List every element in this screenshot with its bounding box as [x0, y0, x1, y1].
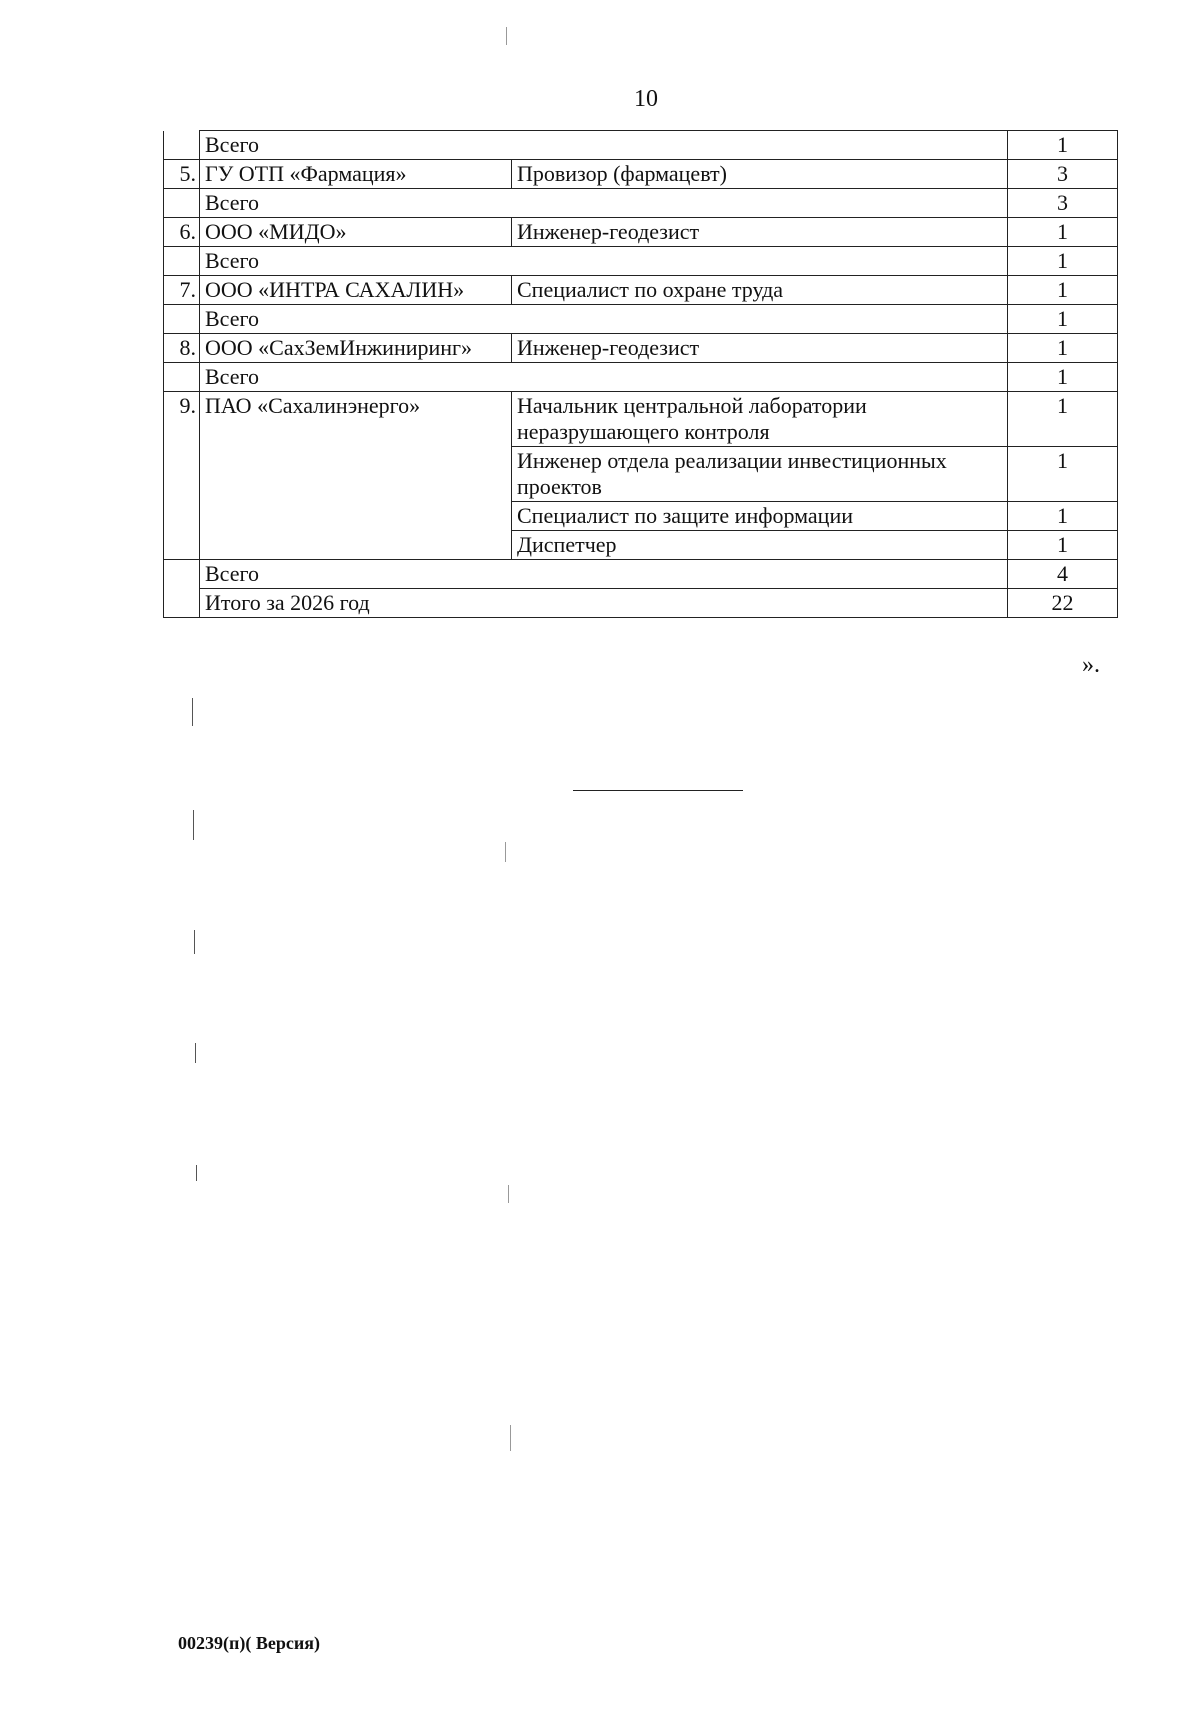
total-count: 1 [1008, 363, 1118, 392]
scan-artifact-mark [508, 1185, 509, 1203]
scan-artifact-mark [506, 27, 507, 45]
position-title: Начальник центральной лаборатории неразрушающего контроля [512, 392, 1008, 447]
row-number [164, 247, 200, 276]
row-number: 5. [164, 160, 200, 189]
position-count: 3 [1008, 160, 1118, 189]
table-row-total [164, 247, 1118, 276]
total-label: Всего [200, 247, 1008, 276]
table-row-entry [164, 160, 1118, 189]
position-title: Провизор (фармацевт) [512, 160, 1008, 189]
row-number: 7. [164, 276, 200, 305]
table-row-total [164, 131, 1118, 160]
row-number [164, 305, 200, 334]
grand-total-label: Итого за 2026 год [200, 589, 1008, 618]
organization-name: ООО «СахЗемИнжиниринг» [200, 334, 512, 363]
table-row-grand-total [164, 589, 1118, 618]
row-number [164, 560, 200, 589]
table-row-entry [164, 392, 1118, 447]
table-row-entry [164, 218, 1118, 247]
table-row-entry [164, 276, 1118, 305]
grand-total-count: 22 [1008, 589, 1118, 618]
scan-artifact-mark [505, 842, 506, 862]
position-count: 1 [1008, 392, 1118, 447]
position-count: 1 [1008, 276, 1118, 305]
row-number: 6. [164, 218, 200, 247]
table-row-total [164, 363, 1118, 392]
total-count: 3 [1008, 189, 1118, 218]
total-count: 4 [1008, 560, 1118, 589]
total-label: Всего [200, 363, 1008, 392]
position-count: 1 [1008, 447, 1118, 502]
position-count: 1 [1008, 218, 1118, 247]
organization-name: ПАО «Сахалинэнерго» [200, 392, 512, 560]
staffing-table [163, 130, 1118, 618]
scan-artifact-mark [192, 698, 193, 726]
scan-artifact-mark [510, 1425, 511, 1451]
scan-artifact-mark [193, 810, 194, 840]
position-count: 1 [1008, 334, 1118, 363]
scan-artifact-mark [195, 1043, 196, 1063]
total-count: 1 [1008, 247, 1118, 276]
footer-document-code: 00239(п)( Версия) [178, 1633, 320, 1653]
table-row-total [164, 189, 1118, 218]
position-title: Специалист по защите информации [512, 502, 1008, 531]
scan-artifact-mark [196, 1165, 197, 1181]
position-count: 1 [1008, 531, 1118, 560]
organization-name: ГУ ОТП «Фармация» [200, 160, 512, 189]
row-number: 9. [164, 392, 200, 560]
total-label: Всего [200, 560, 1008, 589]
position-title: Инженер-геодезист [512, 334, 1008, 363]
page-number: 10 [634, 86, 658, 112]
table-row-total [164, 560, 1118, 589]
staffing-table-body [164, 131, 1118, 618]
row-number [164, 131, 200, 160]
table-row-entry [164, 334, 1118, 363]
row-number [164, 363, 200, 392]
total-label: Всего [200, 305, 1008, 334]
position-title: Диспетчер [512, 531, 1008, 560]
total-count: 1 [1008, 305, 1118, 334]
position-count: 1 [1008, 502, 1118, 531]
total-label: Всего [200, 131, 1008, 160]
row-number [164, 189, 200, 218]
separator-line [573, 790, 743, 791]
closing-quote: ». [1082, 652, 1100, 678]
total-label: Всего [200, 189, 1008, 218]
scan-artifact-mark [194, 930, 195, 954]
row-number: 8. [164, 334, 200, 363]
position-title: Инженер-геодезист [512, 218, 1008, 247]
table-row-total [164, 305, 1118, 334]
position-title: Инженер отдела реализации инвестиционных проектов [512, 447, 1008, 502]
total-count: 1 [1008, 131, 1118, 160]
position-title: Специалист по охране труда [512, 276, 1008, 305]
organization-name: ООО «ИНТРА САХАЛИН» [200, 276, 512, 305]
row-number [164, 589, 200, 618]
organization-name: ООО «МИДО» [200, 218, 512, 247]
